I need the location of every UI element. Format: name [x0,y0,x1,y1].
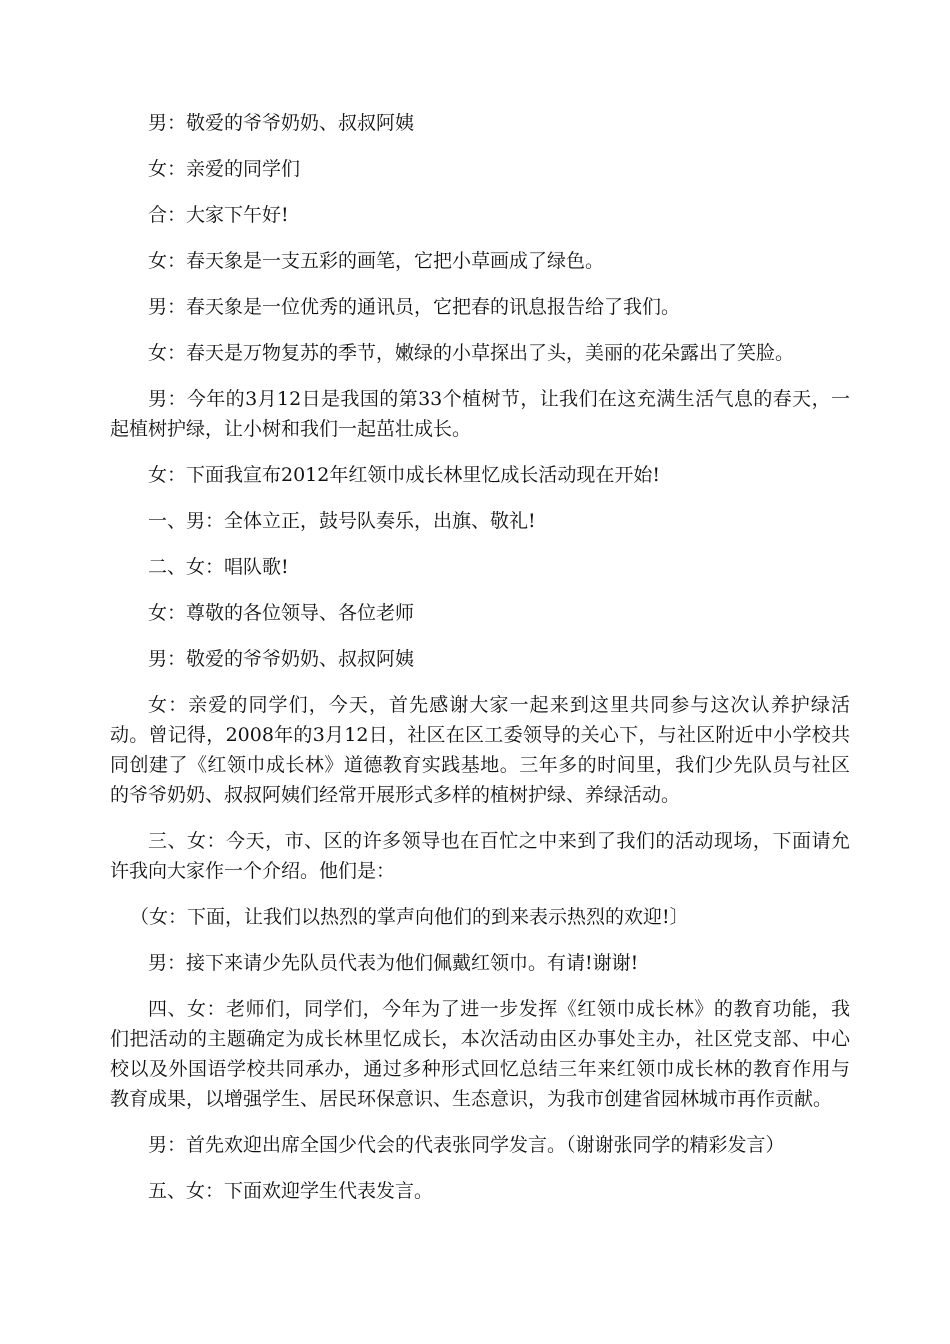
paragraph: 四、女：老师们，同学们，今年为了进一步发挥《红领巾成长林》的教育功能，我们把活动的主题确定为成长林里忆成长，本次活动由区办事处主办，社区党支部、中心校以及外国语学校共同承办，通过多种形式回忆总结三年来红领巾成长林的教育作用与教育成果，以增强学生、居民环保意识、生态意识，为我市创建省园林城市再作贡献。 [110,998,850,1110]
paragraph: （女：下面，让我们以热烈的掌声向他们的到来表示热烈的欢迎!〕 [130,906,689,928]
paragraph: 男：今年的3月12日是我国的第33个植树节，让我们在这充满生活气息的春天，一起植树护绿，让小树和我们一起茁壮成长。 [110,388,850,440]
paragraph: 女：春天是万物复苏的季节，嫩绿的小草探出了头，美丽的花朵露出了笑脸。 [148,342,795,364]
paragraph: 男：接下来请少先队员代表为他们佩戴红领巾。有请!谢谢! [148,952,639,974]
paragraph: 男：敬爱的爷爷奶奶、叔叔阿姨 [148,112,415,134]
paragraph: 三、女：今天，市、区的许多领导也在百忙之中来到了我们的活动现场，下面请允许我向大家作一个介绍。他们是： [110,830,850,882]
paragraph: 女：春天象是一支五彩的画笔，它把小草画成了绿色。 [148,250,605,272]
paragraph: 男：首先欢迎出席全国少代会的代表张同学发言。（谢谢张同学的精彩发言） [148,1134,785,1156]
paragraph: 二、女：唱队歌! [148,556,289,578]
paragraph: 女：尊敬的各位领导、各位老师 [148,602,415,624]
paragraph: 男：敬爱的爷爷奶奶、叔叔阿姨 [148,648,415,670]
paragraph: 男：春天象是一位优秀的通讯员，它把春的讯息报告给了我们。 [148,296,681,318]
paragraph: 女：下面我宣布2012年红领巾成长林里忆成长活动现在开始! [148,464,660,486]
paragraph: 合：大家下午好! [148,204,289,226]
paragraph: 女：亲爱的同学们，今天，首先感谢大家一起来到这里共同参与这次认养护绿活动。曾记得，2008年的3月12日，社区在区工委领导的关心下，与社区附近中小学校共同创建了《红领巾成长林》道德教育实践基地。三年多的时间里，我们少先队员与社区的爷爷奶奶、叔叔阿姨们经常开展形式多样的植树护绿、养绿活动。 [110,694,850,806]
document-body [110,108,850,1222]
paragraph: 女：亲爱的同学们 [148,158,301,180]
paragraph: 五、女：下面欢迎学生代表发言。 [148,1180,434,1202]
paragraph: 一、男：全体立正，鼓号队奏乐，出旗、敬礼! [148,510,536,532]
